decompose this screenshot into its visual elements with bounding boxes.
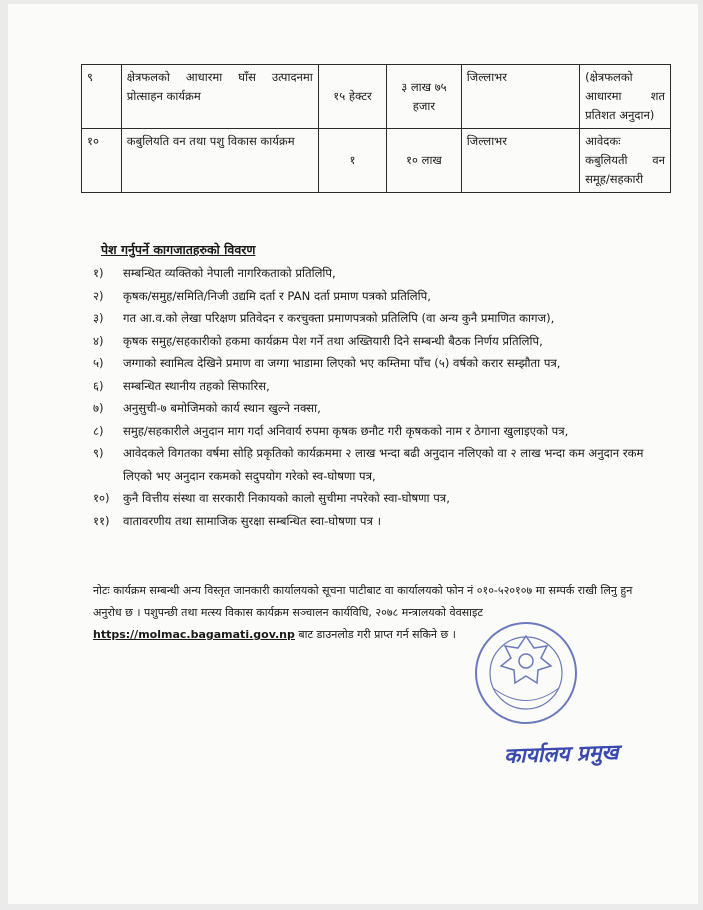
list-item-text: आवेदकले विगतका वर्षमा सोहि प्रकृतिको कार्यक्रममा २ लाख भन्दा बढी अनुदान नलिएको वा २ लाख भन्दा कम अनुदान रकम लिएको भए अनुदान रकमको सदुपयोग गरेको स्व-घोषणा पत्र, [123,446,644,483]
row-serial: ९ [82,65,122,129]
program-table [81,64,671,193]
list-item-number: ९) [93,446,104,460]
list-item-number: ३) [93,311,104,325]
list-item-text: सम्बन्धित स्थानीय तहको सिफारिस, [123,378,270,393]
row-program-name: कबुलियति वन तथा पशु विकास कार्यक्रम [121,129,318,193]
row-amount: १० लाख [387,129,462,193]
list-item [93,487,658,510]
list-item-number: ५) [93,356,104,370]
list-item-text: गत आ.व.को लेखा परिक्षण प्रतिवेदन र करचुक्ता प्रमाणपत्रको प्रतिलिपि (वा अन्य कुनै प्रमाणित कागज), [123,311,555,325]
list-item [93,510,658,533]
list-item [93,442,658,487]
office-stamp [471,618,581,728]
table-row [82,129,671,193]
row-area: जिल्लाभर [461,65,579,129]
list-item-number: १०) [93,491,110,505]
website-link[interactable]: https://molmac.bagamati.gov.np [93,628,295,641]
list-item-text: अनुसुची-७ बमोजिमको कार्य स्थान खुल्ने नक्सा, [123,401,321,415]
row-remark: (क्षेत्रफलको आधारमा शत प्रतिशत अनुदान) [580,65,671,129]
documents-list [93,262,658,532]
list-item-text: वातावरणीय तथा सामाजिक सुरक्षा सम्बन्धित स्वा-घोषणा पत्र । [123,513,381,528]
list-item-text: सम्बन्धित व्यक्तिको नेपाली नागरिकताको प्रतिलिपि, [123,266,336,280]
list-item [93,262,658,285]
list-item-number: ४) [93,333,104,348]
row-program-name: क्षेत्रफलको आधारमा घाँस उत्पादनमा प्रोत्साहन कार्यक्रम [121,65,318,129]
list-item-number: ७) [93,401,104,415]
list-item [93,330,658,353]
list-item [93,375,658,398]
row-amount: ३ लाख ७५ हजार [387,65,462,129]
list-item [93,352,658,375]
note-text: नोटः कार्यक्रम सम्बन्धी अन्य विस्तृत जानकारी कार्यालयको सूचना पाटीबाट वा कार्यालयको फोन नं ०१०-५२०१०७ मा सम्पर्क राखी लिनु हुन अनुरोध छ । पशुपन्छी तथा मत्स्य विकास कार्यक्रम सञ्चालन कार्यविधि, २०७८ मन्त्रालयको वेवसाइट [93,584,633,619]
list-item [93,397,658,420]
row-remark: आवेदकः कबुलियती वन समूह/सहकारी [580,129,671,193]
list-item-number: १) [93,266,104,280]
documents-heading: पेश गर्नुपर्ने कागजातहरुको विवरण [101,242,256,257]
table-row [82,65,671,129]
row-quantity: १५ हेक्टर [318,65,386,129]
document-page [8,4,698,904]
list-item-number: ६) [93,378,104,393]
office-chief-signature: कार्यालय प्रमुख [503,740,619,768]
list-item [93,307,658,330]
list-item-number: २) [93,288,104,303]
list-item-number: ८) [93,423,104,438]
row-area: जिल्लाभर [461,129,579,193]
list-item-text: समुह/सहकारीले अनुदान माग गर्दा अनिवार्य रुपमा कृषक छनौट गरी कृषकको नाम र ठेगाना खुलाइएको पत्र, [123,423,569,438]
list-item-text: कृषक समुह/सहकारीको हकमा कार्यक्रम पेश गर्ने तथा अख्तियारी दिने सम्बन्धी बैठक निर्णय प्रतिलिपि, [123,333,543,348]
row-quantity: १ [318,129,386,193]
program-table-body [82,65,671,193]
list-item [93,420,658,443]
list-item-text: कुनै वित्तीय संस्था वा सरकारी निकायको कालो सुचीमा नपरेको स्वा-घोषणा पत्र, [123,491,450,505]
list-item-text: कृषक/समुह/समिति/निजी उद्यमि दर्ता र PAN दर्ता प्रमाण पत्रको प्रतिलिपि, [123,288,431,303]
list-item-text: जग्गाको स्वामित्व देखिने प्रमाण वा जग्गा भाडामा लिएको भए कम्तिमा पाँच (५) वर्षको करार सम्झौता पत्र, [123,356,561,370]
row-serial: १० [82,129,122,193]
list-item [93,285,658,308]
list-item-number: ११) [93,513,110,528]
note-text-end: बाट डाउनलोड गरी प्राप्त गर्न सकिने छ । [298,628,456,641]
